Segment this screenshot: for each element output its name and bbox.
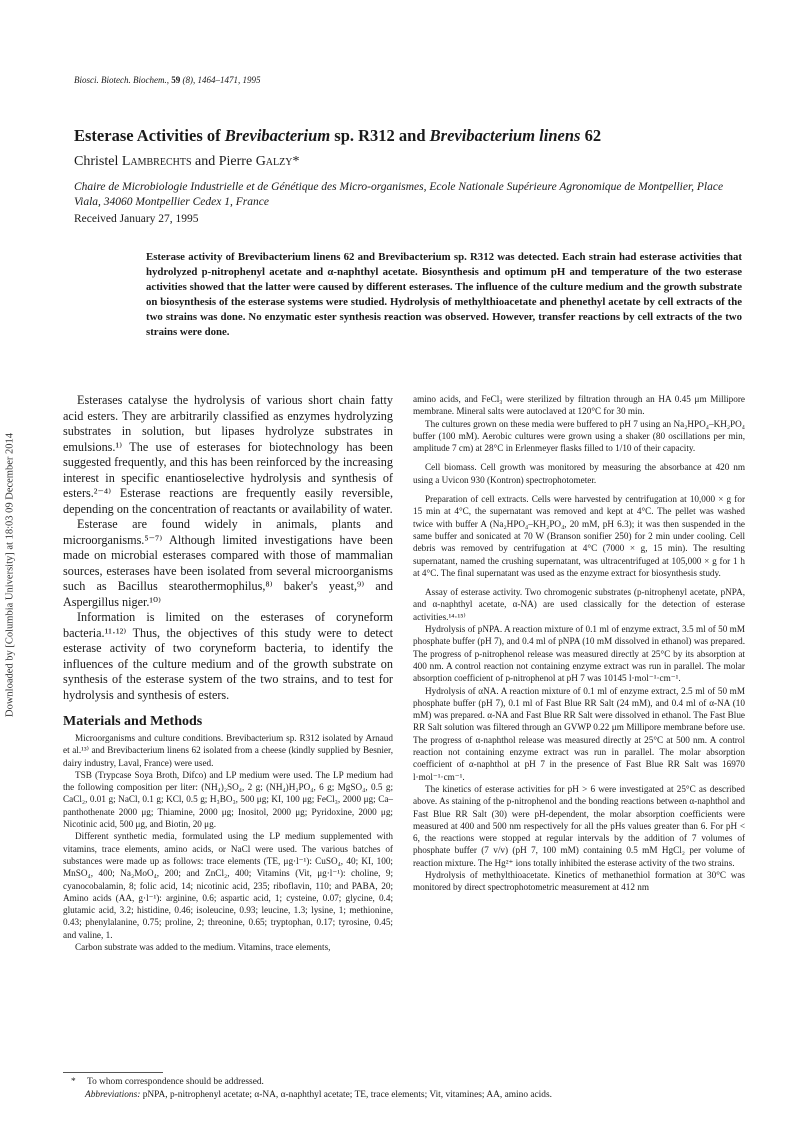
abbreviations-label: Abbreviations: (85, 1089, 141, 1100)
footnote-abbreviations (63, 1089, 743, 1102)
journal-volume: 59 (171, 75, 181, 85)
author-1-last: Lambrechts (121, 154, 192, 169)
intro-paragraph-3: Information is limited on the esterases of coryneform bacteria.¹¹·¹²⁾ Thus, the objectives of this study were to detect esterase activity of two coryneform bacteria, to identify the influences of the culture medium and of the growth substrate on synthesis of the esterase system of the two strains, and to test for hydrolysis and synthesis of esters. (63, 610, 393, 702)
abstract: Esterase activity of Brevibacterium linens 62 and Brevibacterium sp. R312 was detected. Each strain had esterase activities that hydrolyzed p-nitrophenyl acetate and α-naphthyl acetate. Biosynthesis and optimum pH and temperature of the two esterase activities showed that the latter were caused by different esterases. The influence of the culture medium and the growth substrate on biosynthesis of the esterase systems were studied. Hydrolysis of methylthioacetate and phenethyl acetate by cell extracts of the two strains was done. No enzymatic ester synthesis reaction was observed. However, transfer reactions by cell extracts of the two strains were done. (146, 251, 742, 338)
journal-issue-pages: (8), 1464–1471, 1995 (180, 75, 261, 85)
footnote-mark: * (71, 1077, 76, 1087)
title-part-2: Brevibacterium (224, 126, 331, 145)
affiliation: Chaire de Microbiologie Industrielle et de Génétique des Micro-organismes, Ecole Nationale Supérieure Agronomique de Montpellier, Place Viala, 34060 Montpellier Cedex 1, France (74, 181, 724, 208)
intro-paragraph-1: Esterases catalyse the hydrolysis of various short chain fatty acid esters. They are arbitrarily classified as enzymes hydrolyzing substrates in solution, but lipases hydrolyze substrates in emulsions.¹⁾ The use of esterases for biotechnology has been suggested frequently, and this has been reinforced by the increasing interest in specific enantioselective hydrolysis and synthesis of esters.²⁻⁴⁾ Esterase reactions are frequently easily reversible, depending on the concentration of reactants or availability of water. (63, 393, 393, 516)
title-part-5: 62 (580, 126, 602, 145)
author-2-first: and Pierre (191, 154, 256, 169)
title-part-3: sp. R312 and (330, 126, 430, 145)
methods-paragraph-2: TSB (Trypcase Soya Broth, Difco) and LP medium were used. The LP medium had the following composition per liter: (NH₄)₂SO₄, 2 g; (NH₄)H₂PO₄, 6 g; MgSO₄, 0.5 g; CaCl₂, 0.01 g; NaCl, 0.1 g; KCl, 0.5 g; H₃BO₃, 500 μg; KI, 100 μg; FeCl₃, 2000 μg; Ca–panthothenate 2000 μg; Thiamine, 2000 μg; Inositol, 2000 μg; Pyridoxine, 2000 μg; Nicotinic acid, 500 μg, and Biotin, 20 μg. (63, 769, 393, 830)
authors (74, 153, 299, 171)
author-1-first: Christel (74, 154, 122, 169)
download-watermark-text: Downloaded by [Columbia University] at 18:03 09 December 2014 (4, 432, 16, 718)
right-paragraph-esterase-assay: Assay of esterase activity. Two chromogenic substrates (p-nitrophenyl acetate, pNPA, and α-naphthyl acetate, α-NA) are used classically for the detection of esterase activities.¹⁴·¹⁵⁾ (413, 587, 745, 622)
methods-paragraph-4: Carbon substrate was added to the medium. Vitamins, trace elements, (75, 942, 331, 953)
abbreviations-text: pNPA, p-nitrophenyl acetate; α-NA, α-naphthyl acetate; TE, trace elements; Vit, vitamines; AA, amino acids. (140, 1089, 552, 1100)
title-part-4: Brevibacterium linens (429, 126, 581, 145)
download-watermark (3, 385, 17, 765)
footnote-correspondence (63, 1076, 743, 1089)
right-paragraph-methylthioacetate: Hydrolysis of methylthioacetate. Kinetics of methanethiol formation at 30°C was monitored by direct spectrophotometric measurement at 412 nm (413, 869, 745, 893)
right-column (413, 393, 745, 894)
intro-paragraph-2: Esterase are found widely in animals, plants and microorganisms.⁵⁻⁷⁾ Although limited investigations have been made on microbial esterases compared with those of mammalian sources, esterases have been isolated from several microorganisms such as Bacillus stearothermophilus,⁸⁾ baker's yeast,⁹⁾ and Aspergillus niger.¹⁰⁾ (63, 517, 393, 609)
right-paragraph-pnpa: Hydrolysis of pNPA. A reaction mixture of 0.1 ml of enzyme extract, 3.5 ml of 50 mM phosphate buffer (pH 7), and 0.4 ml of pNPA (10 mM dissolved in ethanol) was prepared. The progress of p-nitrophenol release was measured directly at 25°C by its absorption at 400 nm. A control reaction not containing enzyme extract was run in parallel. The molar absorption coefficient of p-nitrophenol at pH 7 was 10145 l·mol⁻¹·cm⁻¹. (413, 624, 745, 684)
right-paragraph-1: amino acids, and FeCl₃ were sterilized by filtration through an HA 0.45 μm Millipore membrane. Mineral salts were autoclaved at 120°C for 30 min. (413, 394, 745, 417)
footnote-rule (63, 1072, 163, 1073)
footnotes (63, 1076, 743, 1101)
journal-citation (74, 75, 260, 85)
right-paragraph-cell-biomass: Cell biomass. Cell growth was monitored by measuring the absorbance at 420 nm using a Uvicon 930 (Kontron) spectrophotometer. (413, 462, 745, 485)
author-2-last: Galzy (255, 154, 293, 169)
methods-paragraph-3: Different synthetic media, formulated using the LP medium supplemented with vitamins, trace elements, amino acids, or NaCl were used. The various batches of substances were made up as follows: trace elements (TE, μg·l⁻¹): CuSO₄, 40; KI, 100; MnSO₄, 400; Na₂MoO₄, 200; and ZnCl₂, 400; Vitamins (Vit, μg·l⁻¹): choline, 9; cyanocobalamin, 8; folic acid, 14; nicotinic acid, 235; riboflavin, 110; and PABA, 20; Amino acids (AA, g·l⁻¹): arginine, 0.6; aspartic acid, 1; cysteine, 0.07; glycine, 0.4; glutamic acid, 3.2; histidine, 0.46; isoleucine, 0.93; leucine, 1.3; lysine, 1; methionine, 0.43; phenylalanine, 0.75; proline, 2; threonine, 0.65; tryptophan, 0.17; tyrosine, 0.45; and valine, 1. (63, 831, 393, 940)
left-column (63, 393, 393, 953)
paper-title (74, 126, 734, 146)
journal-name: Biosci. Biotech. Biochem., (74, 75, 169, 85)
title-part-1: Esterase Activities of (74, 126, 225, 145)
received-date: Received January 27, 1995 (74, 213, 199, 225)
right-paragraph-cell-extracts: Preparation of cell extracts. Cells were harvested by centrifugation at 10,000 × g for 15 min at 4°C, the supernatant was removed and kept at 4°C. The pellet was washed twice with buffer A (Na₂HPO₄–KH₂PO₄, 20 mM, pH 6.3); it was then suspended in the same buffer and sonicated at 70 W (Branson sonifier 250) for 2 min under cooling. Cell debris was removed by centrifugation at 4°C (7000 × g, 15 min). The resulting supernatant, named the crushing supernatant, was ultracentrifuged at 105,000 × g for 1 h at 4°C. The final supernatant was used as the enzyme extract for biosynthesis study. (413, 494, 745, 578)
footnote-correspondence-text: To whom correspondence should be addressed. (87, 1077, 264, 1087)
methods-paragraph-1: Microorganisms and culture conditions. Brevibacterium sp. R312 isolated by Arnaud et al.¹³⁾ and Brevibacterium linens 62 isolated from a cheese (kindly supplied by Besnier, dairy industry, Laval, France) were used. (63, 733, 393, 768)
right-paragraph-ana: Hydrolysis of αNA. A reaction mixture of 0.1 ml of enzyme extract, 2.5 ml of 50 mM phosphate buffer (pH 7), 0.1 ml of Fast Blue RR Salt (24 mM), and 0.4 ml of α-NA (10 mM) was prepared. α-NA and Fast Blue RR Salt were dissolved in ethanol. The Fast Blue RR Salt solution was filtered through an GVWP 0.22 μm Millipore membrane before use. The progress of α-naphthol release was measured directly at 25°C at 500 nm. A control reaction not containing enzyme extract was run in parallel. The molar absorption coefficient of α-naphthol at pH 7 in the presence of Fast Blue RR Salt was 16970 l·mol⁻¹·cm⁻¹. (413, 685, 745, 782)
correspondence-mark: * (292, 154, 300, 169)
right-paragraph-kinetics: The kinetics of esterase activities for pH > 6 were investigated at 25°C as described above. As staining of the p-nitrophenol and the bonding reactions between α-naphthol and Fast Blue RR Salt (30) were pH-dependent, the molar absorption coefficients were measured at 400 and 500 nm respectively for all the pHs values greater than 6. For pH < 6, the reactions were stopped at regular intervals by the addition of 7 volumes of phosphate buffer (7 v/v) (pH 7, 100 mM) containing 0.5 mM HgCl₂ per volume of reaction mixture. The Hg²⁺ ions totally inhibited the esterase activity of the two strains. (413, 783, 745, 868)
right-paragraph-2: The cultures grown on these media were buffered to pH 7 using an Na₂HPO₄–KH₂PO₄ buffer (100 mM). Aerobic cultures were grown using a shaker (80 oscillations per min, amplitude 7 cm) at 28°C in Erlenmeyer flasks filled to 1/10 of their capacity. (413, 418, 745, 454)
section-heading-methods: Materials and Methods (63, 714, 203, 729)
